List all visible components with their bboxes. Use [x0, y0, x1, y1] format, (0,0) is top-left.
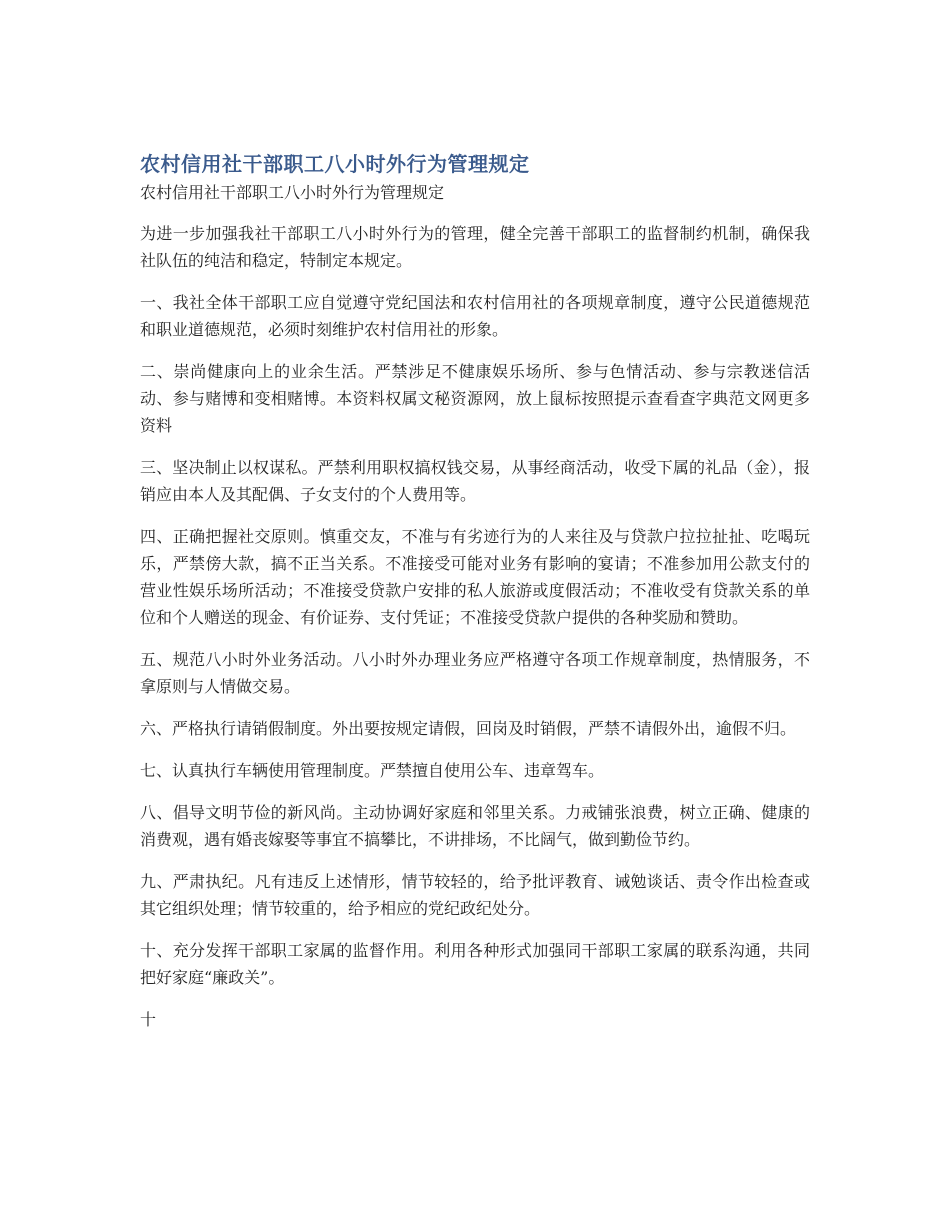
paragraph-intro: 为进一步加强我社干部职工八小时外行为的管理，健全完善干部职工的监督制约机制，确保我社队伍的纯洁和稳定，特制定本规定。 [140, 224, 810, 270]
paragraph-item-4: 四、正确把握社交原则。慎重交友，不准与有劣迹行为的人来往及与贷款户拉拉扯扯、吃喝玩乐，严禁傍大款，搞不正当关系。不准接受可能对业务有影响的宴请；不准参加用公款支付的营业性娱乐场所活动；不准接受贷款户安排的私人旅游或度假活动；不准收受有贷款关系的单位和个人赠送的现金、有价证券、支付凭证；不准接受贷款户提供的各种奖励和赞助。 [140, 527, 810, 627]
paragraph-item-11: 十 [140, 1010, 157, 1029]
paragraph-item-7: 七、认真执行车辆使用管理制度。严禁擅自使用公车、违章驾车。 [140, 761, 605, 780]
document-subtitle: 农村信用社干部职工八小时外行为管理规定 [140, 183, 445, 202]
document-page [140, 148, 810, 1048]
paragraph-item-3: 三、坚决制止以权谋私。严禁利用职权搞权钱交易，从事经商活动，收受下属的礼品（金），报销应由本人及其配偶、子女支付的个人费用等。 [140, 458, 810, 504]
paragraph-item-5: 五、规范八小时外业务活动。八小时外办理业务应严格遵守各项工作规章制度，热情服务，不拿原则与人情做交易。 [140, 650, 810, 696]
paragraph-item-9: 九、严肃执纪。凡有违反上述情形，情节较轻的，给予批评教育、诫勉谈话、责令作出检查或其它组织处理；情节较重的，给予相应的党纪政纪处分。 [140, 872, 810, 918]
paragraph-item-6: 六、严格执行请销假制度。外出要按规定请假，回岗及时销假，严禁不请假外出，逾假不归。 [140, 719, 797, 738]
paragraph-item-1: 一、我社全体干部职工应自觉遵守党纪国法和农村信用社的各项规章制度，遵守公民道德规范和职业道德规范，必须时刻维护农村信用社的形象。 [140, 293, 810, 339]
paragraph-item-10: 十、充分发挥干部职工家属的监督作用。利用各种形式加强同干部职工家属的联系沟通，共同把好家庭“廉政关”。 [140, 941, 810, 987]
page-title: 农村信用社干部职工八小时外行为管理规定 [140, 152, 530, 176]
paragraph-item-2: 二、崇尚健康向上的业余生活。严禁涉足不健康娱乐场所、参与色情活动、参与宗教迷信活动、参与赌博和变相赌博。本资料权属文秘资源网，放上鼠标按照提示查看查字典范文网更多资料 [140, 362, 810, 435]
paragraph-item-8: 八、倡导文明节俭的新风尚。主动协调好家庭和邻里关系。力戒铺张浪费，树立正确、健康的消费观，遇有婚丧嫁娶等事宜不搞攀比，不讲排场，不比阔气，做到勤俭节约。 [140, 803, 810, 849]
